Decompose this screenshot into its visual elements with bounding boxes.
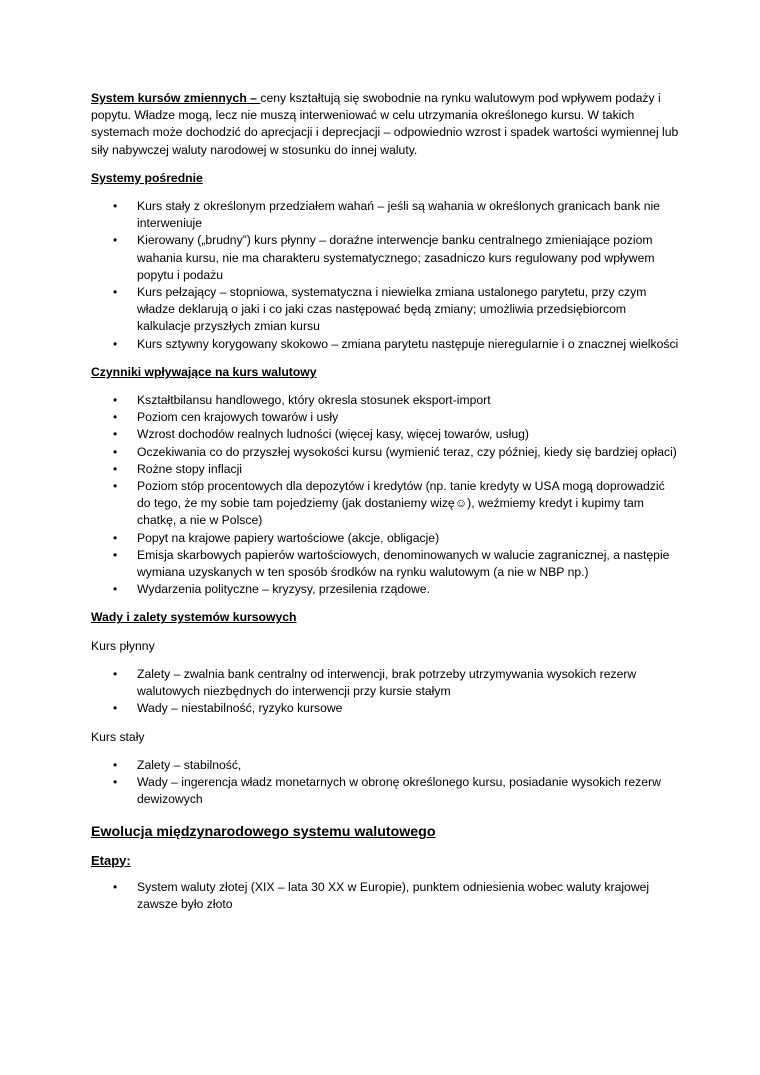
list-item [91,757,681,774]
bullet-icon: • [113,393,118,408]
label-kurs-plynny: Kurs płynny [91,638,155,653]
heading-etapy: Etapy: [91,852,131,868]
bullet-icon: • [113,233,118,248]
bullet-icon: • [113,479,118,494]
label-kurs-staly: Kurs stały [91,729,145,744]
list-item-text: Kurs sztywny korygowany skokowo – zmiana parytetu następuje nieregularnie i o znacznej wielkości [137,336,679,351]
list-item [91,700,681,717]
list-kurs-plynny [91,666,681,718]
list-item [91,547,681,581]
list-item-text: Popyt na krajowe papiery wartościowe (akcje, obligacje) [137,530,440,545]
bullet-icon: • [113,285,118,300]
document-page [91,90,681,924]
list-item [91,581,681,598]
list-item [91,392,681,409]
list-item-text: Kurs pełzający – stopniowa, systematyczna i niewielka zmiana ustalonego parytetu, przy czym władze deklarują o jaki i co jaki czas następować będą zmiany; umożliwia przedsiębiorcom kalkulacje przyszłych zmian kursu [137,285,647,334]
list-item-text: System waluty złotej (XIX – lata 30 XX w Europie), punktem odniesienia wobec waluty krajowej zawsze było złoto [137,879,650,911]
list-systemy-posrednie [91,198,681,353]
list-item [91,461,681,478]
bullet-icon: • [113,757,118,772]
list-item [91,426,681,443]
bullet-icon: • [113,199,118,214]
list-czynniki [91,392,681,598]
bullet-icon: • [113,336,118,351]
heading-wady-zalety: Wady i zalety systemów kursowych [91,610,297,625]
bullet-icon: • [113,582,118,597]
bullet-icon: • [113,444,118,459]
list-item-text: Emisja skarbowych papierów wartościowych, denominowanych w walucie zagranicznej, a następie wymiana uzyskanych w ten sposób środków na rynku walutowym (a nie w NBP np.) [137,547,670,580]
list-item-text: Zalety – stabilność, [137,757,242,772]
bullet-icon: • [113,701,118,716]
list-item [91,478,681,530]
bullet-icon: • [113,879,118,894]
list-item-text: Oczekiwania co do przyszłej wysokości kursu (wymienić teraz, czy później, kiedy się bardziej opłaci) [137,444,677,459]
list-item [91,198,681,232]
list-item-text: Wzrost dochodów realnych ludności (więcej kasy, więcej towarów, usług) [137,427,529,442]
intro-paragraph [91,90,681,159]
heading-systemy-posrednie: Systemy pośrednie [91,170,203,185]
heading-czynniki: Czynniki wpływające na kurs walutowy [91,364,317,379]
bullet-icon: • [113,774,118,789]
list-item [91,232,681,284]
list-kurs-staly [91,757,681,809]
list-item [91,284,681,336]
bullet-icon: • [113,530,118,545]
list-item [91,444,681,461]
list-item-text: Rożne stopy inflacji [137,461,242,476]
list-item-text: Kierowany („brudny”) kurs płynny – doraźne interwencje banku centralnego zmieniające poziom wahania kursu, nie ma charakteru systematycznego; zasadniczo kurs regulowany pod wpływem popytu i podażu [137,233,655,282]
bullet-icon: • [113,427,118,442]
bullet-icon: • [113,461,118,476]
list-item [91,530,681,547]
bullet-icon: • [113,666,118,681]
list-item-text: Kształtbilansu handlowego, który okresla stosunek eksport-import [137,393,491,408]
bullet-icon: • [113,410,118,425]
list-item-text: Kurs stały z określonym przedziałem wahań – jeśli są wahania w określonych granicach bank nie interweniuje [137,199,660,231]
list-item-text: Poziom stóp procentowych dla depozytów i kredytów (np. tanie kredyty w USA mogą doprowadzić do tego, że my sobie tam pojedziemy (jak dostaniemy wizę☺), weźmiemy kredyt i kupimy tam chatkę, a nie w Polsce) [137,479,665,528]
heading-ewolucja: Ewolucja międzynarodowego systemu walutowego [91,824,436,841]
list-item [91,409,681,426]
intro-text: ceny kształtują się swobodnie na rynku walutowym pod wpływem podaży i popytu. Władze mogą, lecz nie muszą interweniować w celu utrzymania określonego kursu. W takich systemach może dochodzić do aprecjacji i deprecjacji – odpowiednio wzrost i spadek wartości wymiennej lub siły nabywczej waluty narodowej w stosunku do innej waluty. [91,91,679,157]
list-etapy [91,879,681,913]
bullet-icon: • [113,547,118,562]
list-item [91,774,681,808]
list-item-text: Wydarzenia polityczne – kryzysy, przesilenia rządowe. [137,582,430,597]
list-item [91,336,681,353]
list-item-text: Poziom cen krajowych towarów i usły [137,410,339,425]
list-item-text: Wady – niestabilność, ryzyko kursowe [137,701,343,716]
list-item [91,666,681,700]
list-item [91,879,681,913]
list-item-text: Wady – ingerencja władz monetarnych w obronę określonego kursu, posiadanie wysokich rezerw dewizowych [137,774,661,807]
intro-term: System kursów zmiennych – [91,91,261,105]
list-item-text: Zalety – zwalnia bank centralny od interwencji, brak potrzeby utrzymywania wysokich rezerw walutowych niezbędnych do interwencji przy kursie stałym [137,666,637,699]
